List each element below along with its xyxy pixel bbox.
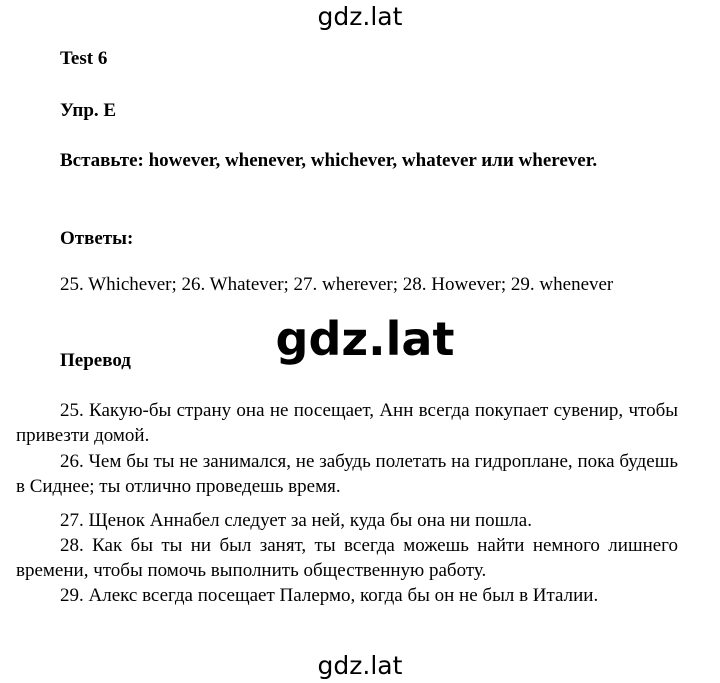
watermark-top: gdz.lat: [317, 2, 403, 31]
translation-item-26: 26. Чем бы ты не занимался, не забудь полетать на гидроплане, пока будешь в Сиднее; ты отлично проведешь время.: [16, 451, 678, 497]
task-instruction: Вставьте: however, whenever, whichever, whatever или wherever.: [60, 150, 598, 171]
translation-item-29: 29. Алекс всегда посещает Палермо, когда бы он не был в Италии.: [60, 585, 599, 606]
answers-heading: Ответы:: [60, 228, 134, 249]
exercise-label: Упр. E: [60, 100, 117, 121]
translation-item-28: 28. Как бы ты ни был занят, ты всегда можешь найти немного лишнего времени, чтобы помочь выполнить общественную работу.: [16, 535, 678, 581]
translation-item-27: 27. Щенок Аннабел следует за ней, куда бы она ни пошла.: [60, 510, 532, 531]
translation-heading: Перевод: [60, 350, 131, 371]
watermark-middle: gdz.lat: [275, 312, 455, 366]
translation-item-25: 25. Какую-бы страну она не посещает, Анн всегда покупает сувенир, чтобы привезти домой.: [16, 400, 678, 446]
test-title: Test 6: [60, 48, 108, 69]
answers-text: 25. Whichever; 26. Whatever; 27. wherever; 28. However; 29. whenever: [60, 274, 614, 295]
watermark-bottom: gdz.lat: [317, 651, 403, 680]
